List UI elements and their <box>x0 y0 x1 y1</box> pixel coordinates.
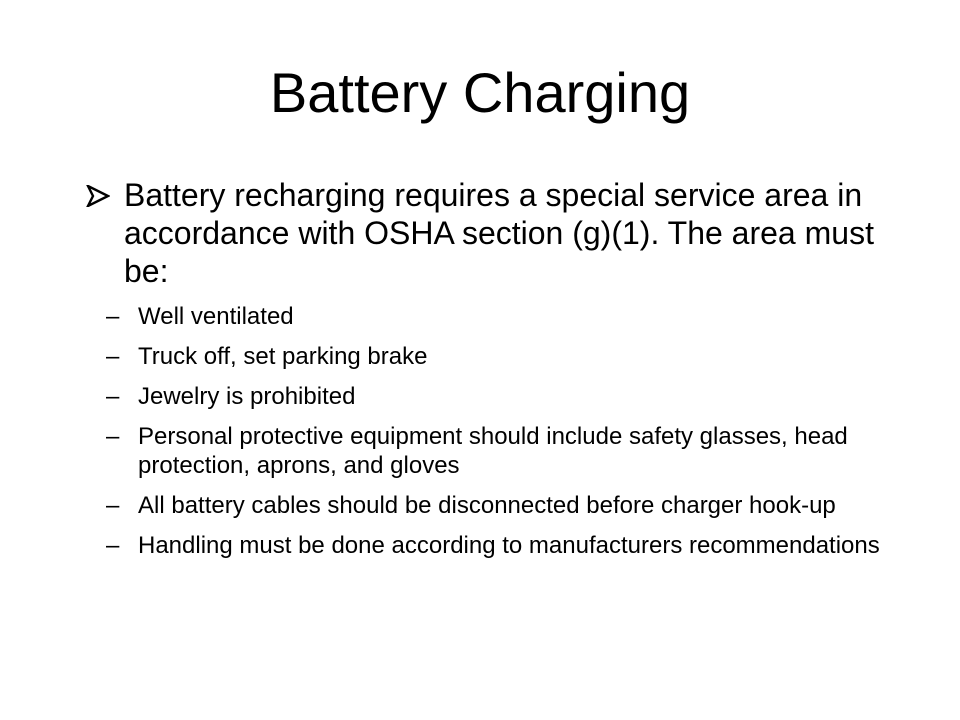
list-item-text: All battery cables should be disconnected before charger hook-up <box>138 492 836 519</box>
slide-title: Battery Charging <box>269 61 691 124</box>
dash-bullet: – <box>106 423 120 450</box>
list-item <box>106 382 896 411</box>
dash-bullet: – <box>106 532 120 559</box>
main-bullet-text: Battery recharging requires a special service area in accordance with OSHA section (g)(1). The area must be: <box>124 177 874 289</box>
main-bullet <box>86 176 886 290</box>
dash-bullet: – <box>106 303 120 330</box>
list-item <box>106 422 896 480</box>
list-item-text: Truck off, set parking brake <box>138 343 428 370</box>
dash-bullet: – <box>106 492 120 519</box>
list-item-text: Personal protective equipment should include safety glasses, head protection, aprons, and gloves <box>138 423 848 479</box>
list-item-text: Jewelry is prohibited <box>138 383 356 410</box>
arrowhead-bullet-icon <box>86 176 116 214</box>
sub-bullet-list <box>106 302 896 571</box>
list-item-text: Well ventilated <box>138 303 294 330</box>
dash-bullet: – <box>106 383 120 410</box>
list-item <box>106 491 896 520</box>
list-item <box>106 531 896 560</box>
list-item <box>106 302 896 331</box>
dash-bullet: – <box>106 343 120 370</box>
list-item <box>106 342 896 371</box>
list-item-text: Handling must be done according to manufacturers recommendations <box>138 532 880 559</box>
